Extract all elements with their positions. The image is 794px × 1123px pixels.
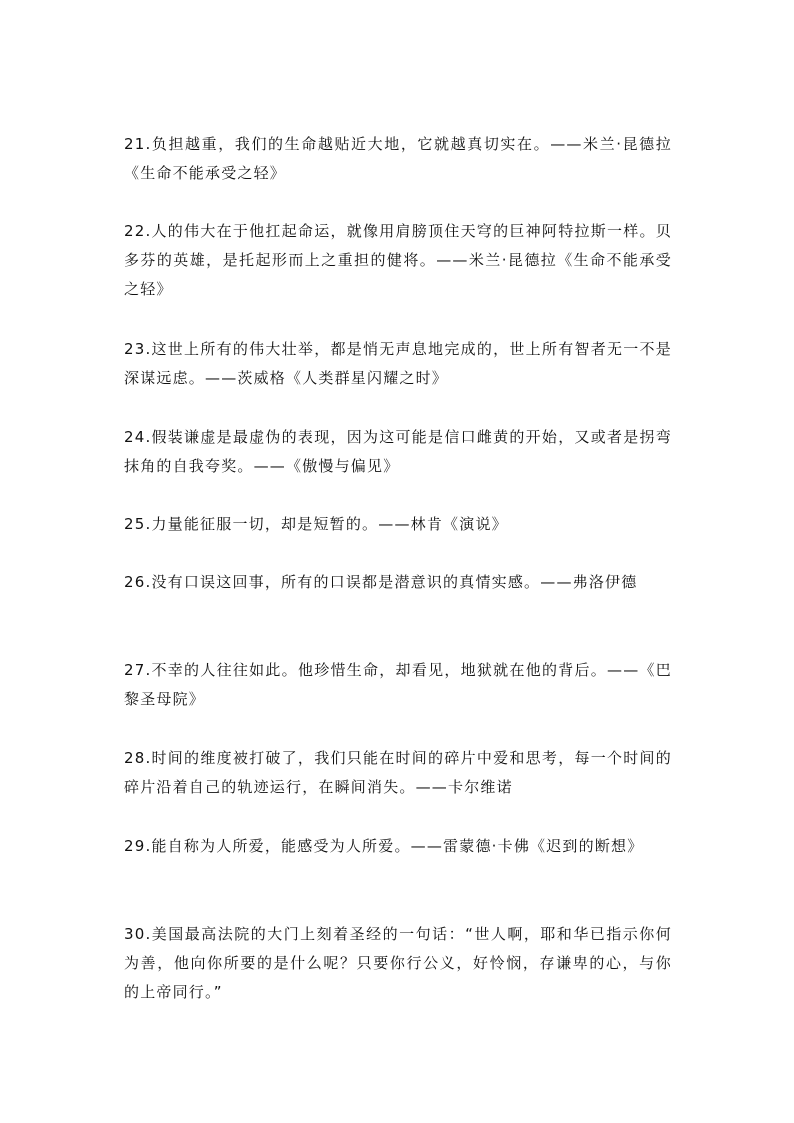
- quote-22: 22.人的伟大在于他扛起命运，就像用肩膀顶住天穹的巨神阿特拉斯一样。贝多芬的英雄，是托起形而上之重担的健将。——米兰·昆德拉《生命不能承受之轻》: [124, 222, 672, 298]
- quote-29: 29.能自称为人所爱，能感受为人所爱。——雷蒙德·卡佛《迟到的断想》: [124, 837, 644, 855]
- quote-25: 25.力量能征服一切，却是短暂的。——林肯《演说》: [124, 515, 508, 533]
- quote-28: 28.时间的维度被打破了，我们只能在时间的碎片中爱和思考，每一个时间的碎片沿着自己的轨迹运行，在瞬间消失。——卡尔维诺: [124, 749, 672, 796]
- quote-27: 27.不幸的人往往如此。他珍惜生命，却看见，地狱就在他的背后。——《巴黎圣母院》: [124, 661, 672, 708]
- quote-24: 24.假装谦虚是最虚伪的表现，因为这可能是信口雌黄的开始，又或者是拐弯抹角的自我夸奖。——《傲慢与偏见》: [124, 428, 672, 475]
- quote-26: 26.没有口误这回事，所有的口误都是潜意识的真情实感。——弗洛伊德: [124, 573, 638, 591]
- quote-30: 30.美国最高法院的大门上刻着圣经的一句话：“世人啊，耶和华已指示你何为善，他向你所要的是什么呢？只要你行公义，好怜悯，存谦卑的心，与你的上帝同行。”: [124, 925, 672, 1001]
- quote-23: 23.这世上所有的伟大壮举，都是悄无声息地完成的，世上所有智者无一不是深谋远虑。——茨威格《人类群星闪耀之时》: [124, 340, 672, 387]
- quote-21: 21.负担越重，我们的生命越贴近大地，它就越真切实在。——米兰·昆德拉《生命不能承受之轻》: [124, 135, 672, 182]
